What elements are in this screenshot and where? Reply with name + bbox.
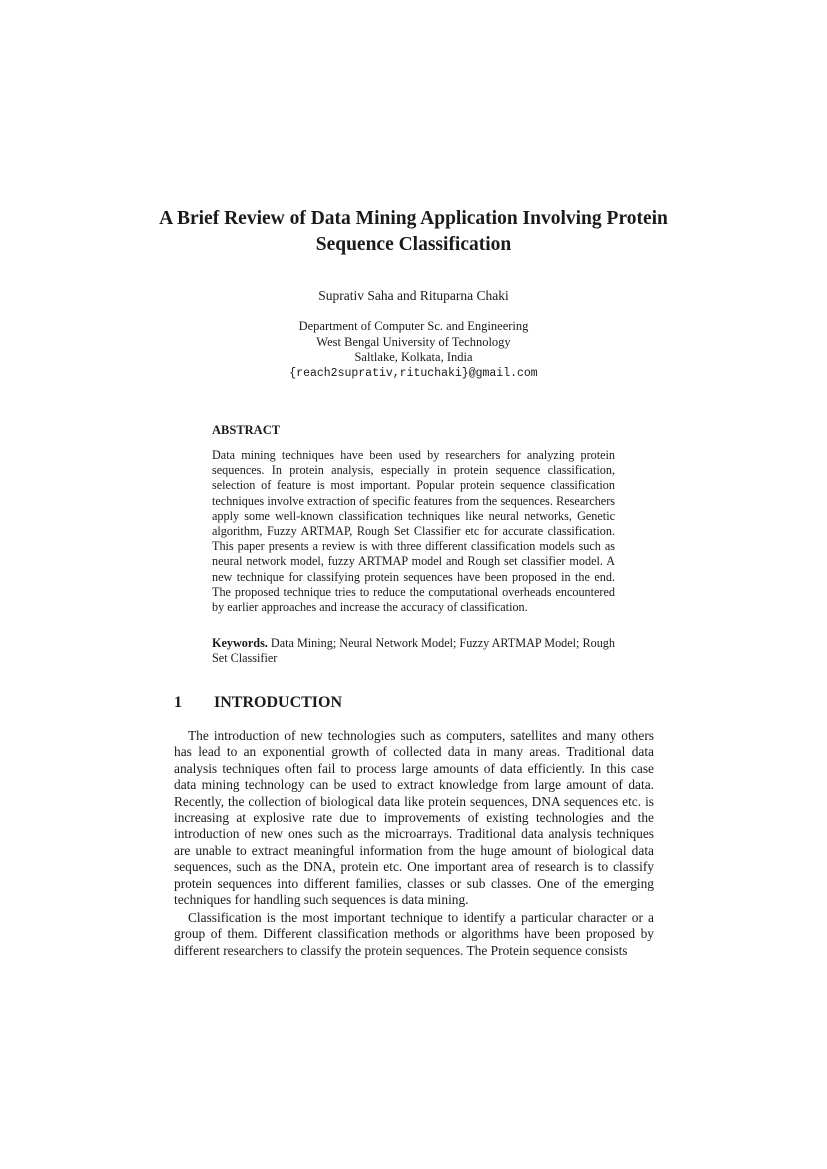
abstract-heading: ABSTRACT bbox=[212, 423, 281, 437]
section-title: INTRODUCTION bbox=[214, 694, 343, 711]
section-heading-introduction bbox=[174, 692, 654, 714]
abstract-text: Data mining techniques have been used by researchers for analyzing protein sequences. In protein analysis, especially in protein sequence classification, selection of feature is most important. Popular protein sequence classification techniques involve extraction of specific features from the sequences. Researchers apply some well-known classification techniques like neural networks, Genetic algorithm, Fuzzy ARTMAP, Rough Set Classifier etc for accurate classification. This paper presents a review is with three different classification models such as neural network model, fuzzy ARTMAP model and Rough set classifier model. A new technique for classifying protein sequences have been proposed in the end. The proposed technique tries to reduce the computational overheads encountered by earlier approaches and increase the accuracy of classification. bbox=[212, 448, 615, 615]
author-affiliation bbox=[120, 319, 707, 381]
affiliation-department: Department of Computer Sc. and Engineering bbox=[298, 319, 529, 333]
affiliation-university: West Bengal University of Technology bbox=[316, 334, 511, 349]
keywords bbox=[212, 636, 615, 666]
introduction-paragraph-1: The introduction of new technologies such as computers, satellites and many others has lead to an exponential growth of collected data in many areas. Traditional data analysis techniques often fail to process large amounts of data efficiently. In this case data mining technology can be used to extract knowledge from large amount of data. Recently, the collection of biological data like protein sequences, DNA sequences etc. is increasing at explosive rate due to improvements of existing technologies and the introduction of new ones such as the microarrays. Traditional data analysis techniques are unable to extract meaningful information from the huge amount of biological data sequences, such as the DNA, protein etc. One important area of research is to classify protein sequences into different families, classes or sub classes. One of the emerging techniques for handling such sequences is data mining. bbox=[174, 728, 654, 908]
paper-title: A Brief Review of Data Mining Application Involving Protein Sequence Classification bbox=[159, 208, 668, 255]
keywords-text: Data Mining; Neural Network Model; Fuzzy ARTMAP Model; Rough Set Classifier bbox=[212, 636, 615, 666]
keywords-label: Keywords. bbox=[212, 636, 268, 650]
affiliation-location: Saltlake, Kolkata, India bbox=[354, 350, 473, 364]
author-email: {reach2suprativ,rituchaki}@gmail.com bbox=[289, 366, 538, 380]
paper-authors: Suprativ Saha and Rituparna Chaki bbox=[318, 288, 509, 303]
introduction-paragraph-2: Classification is the most important technique to identify a particular character or a group of them. Different classification methods or algorithms have been proposed by different researchers to classify the protein sequences. The Protein sequence consists bbox=[174, 910, 654, 958]
section-number: 1 bbox=[174, 694, 182, 711]
